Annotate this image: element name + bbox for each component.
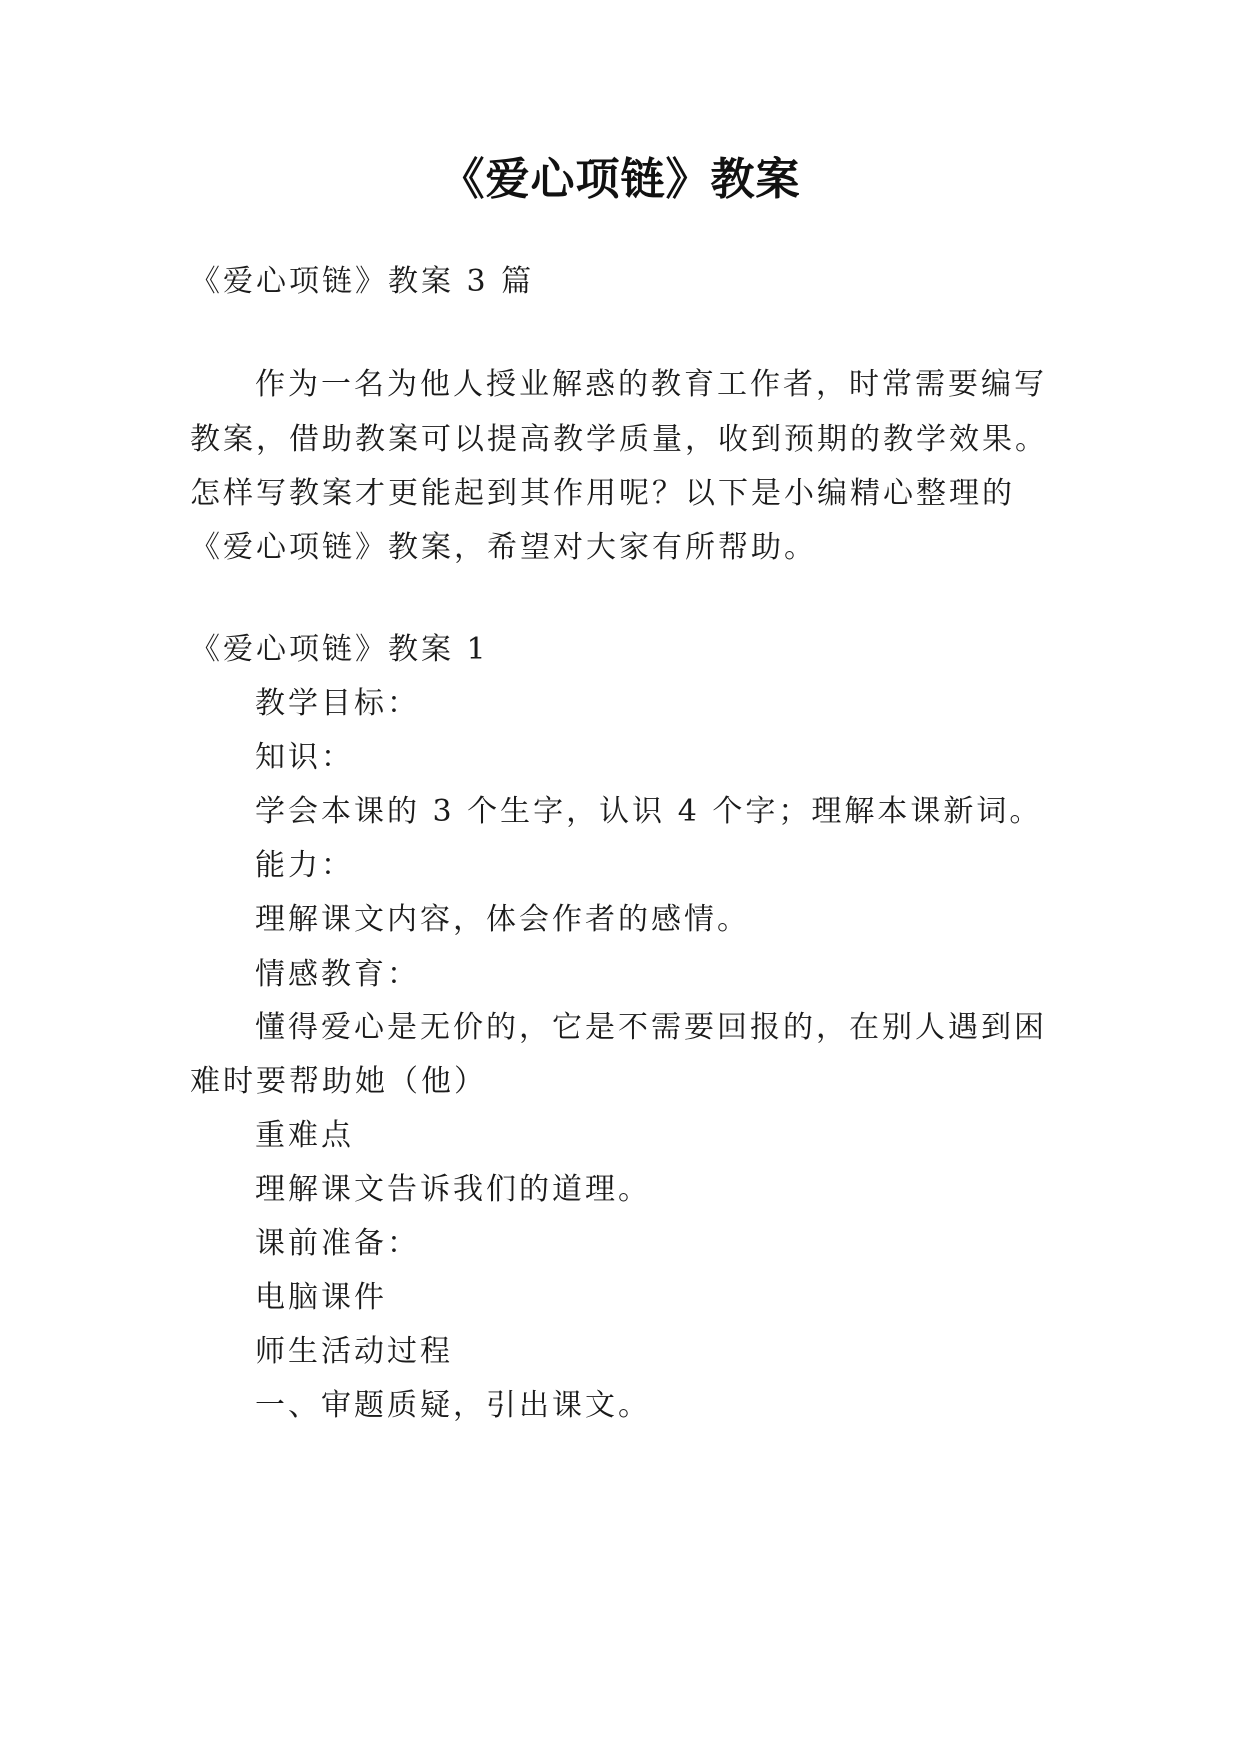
body-line: 情感教育：	[255, 957, 420, 992]
intro-line: 怎样写教案才更能起到其作用呢？以下是小编精心整理的	[190, 476, 1015, 511]
intro-line: 《爱心项链》教案，希望对大家有所帮助。	[190, 530, 817, 565]
body-line: 学会本课的 3 个生字，认识 4 个字；理解本课新词。	[255, 794, 1043, 829]
document-subtitle: 《爱心项链》教案 3 篇	[190, 264, 535, 299]
body-line: 能力：	[255, 848, 354, 883]
section-heading: 《爱心项链》教案 1	[190, 632, 489, 667]
body-line: 课前准备：	[255, 1226, 420, 1261]
document-title: 《爱心项链》教案	[440, 154, 801, 205]
body-line: 知识：	[255, 740, 354, 775]
body-line: 理解课文告诉我们的道理。	[255, 1172, 651, 1207]
body-line: 教学目标：	[255, 686, 420, 721]
body-line: 一、审题质疑，引出课文。	[255, 1388, 651, 1423]
intro-line: 作为一名为他人授业解惑的教育工作者，时常需要编写	[255, 367, 1047, 402]
body-line: 理解课文内容，体会作者的感情。	[255, 902, 750, 937]
intro-line: 教案，借助教案可以提高教学质量，收到预期的教学效果。	[190, 422, 1048, 457]
body-line: 难时要帮助她（他）	[190, 1064, 487, 1099]
body-line: 电脑课件	[255, 1280, 387, 1315]
body-line: 懂得爱心是无价的，它是不需要回报的，在别人遇到困	[255, 1010, 1047, 1045]
body-line: 重难点	[255, 1118, 354, 1153]
body-line: 师生活动过程	[255, 1334, 453, 1369]
